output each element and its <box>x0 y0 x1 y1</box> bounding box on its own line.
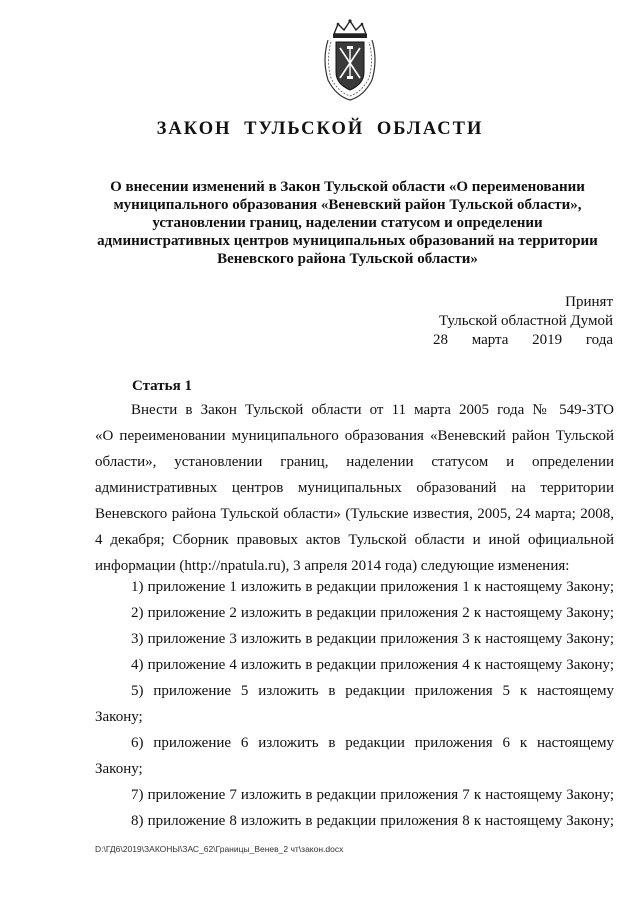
list-item: 5) приложение 5 изложить в редакции приложения 5 к настоящему <box>131 683 614 699</box>
subject-line: Веневского района Тульской области» <box>217 251 478 267</box>
intro-line: области», установлении границ, наделении статусом и определении <box>95 454 614 470</box>
adopted-by: Тульской областной Думой <box>438 313 613 329</box>
law-subject <box>95 178 600 268</box>
intro-line: Веневского района Тульской области» (Тульские известия, 2005, 24 марта; 2008, <box>95 506 614 522</box>
subject-line: административных центров муниципальных образований на территории <box>97 233 598 249</box>
adoption-year: 2019 <box>532 332 563 348</box>
intro-line: Внести в Закон Тульской области от 11 марта 2005 года № 549-ЗТО <box>131 402 614 418</box>
article-heading: Статья 1 <box>132 378 192 394</box>
list-item: 4) приложение 4 изложить в редакции приложения 4 к настоящему Закону; <box>131 657 614 673</box>
list-item: 1) приложение 1 изложить в редакции приложения 1 к настоящему Закону; <box>131 579 614 595</box>
file-path-footer: D:\ГД6\2019\ЗАКОНЫ\ЗАС_62\Границы_Венев_2 чт\закон.docx <box>95 844 344 854</box>
intro-line: 4 декабря; Сборник правовых актов Тульской области и иной официальной <box>95 532 614 548</box>
adopted-label: Принят <box>565 294 613 310</box>
amendment-list <box>95 574 614 834</box>
list-item-continuation: Закону; <box>95 761 143 777</box>
intro-line: административных центров муниципальных образований на территории <box>95 480 614 496</box>
adoption-day: 28 <box>433 332 448 348</box>
list-item: 7) приложение 7 изложить в редакции приложения 7 к настоящему Закону; <box>131 787 614 803</box>
adoption-year-word: года <box>585 332 613 348</box>
list-item: 3) приложение 3 изложить в редакции приложения 3 к настоящему Закону; <box>131 631 614 647</box>
list-item: 2) приложение 2 изложить в редакции приложения 2 к настоящему Закону; <box>131 605 614 621</box>
adoption-date <box>433 331 613 350</box>
list-item: 8) приложение 8 изложить в редакции приложения 8 к настоящему Закону; <box>131 813 614 829</box>
law-title: ЗАКОН ТУЛЬСКОЙ ОБЛАСТИ <box>156 119 484 139</box>
intro-line: «О переименовании муниципального образования «Веневский район Тульской <box>95 428 614 444</box>
article-intro <box>95 397 614 579</box>
tula-coat-of-arms-icon <box>318 18 382 102</box>
adoption-month: марта <box>471 332 509 348</box>
list-item-continuation: Закону; <box>95 709 143 725</box>
subject-line: О внесении изменений в Закон Тульской области «О переименовании <box>110 179 585 195</box>
list-item: 6) приложение 6 изложить в редакции приложения 6 к настоящему <box>131 735 614 751</box>
subject-line: муниципального образования «Веневский район Тульской области», <box>113 197 582 213</box>
adoption-block <box>433 293 613 350</box>
intro-line: информации (http://npatula.ru), 3 апреля 2014 года) следующие изменения: <box>95 558 570 574</box>
subject-line: установлении границ, наделении статусом и определении <box>152 215 543 231</box>
